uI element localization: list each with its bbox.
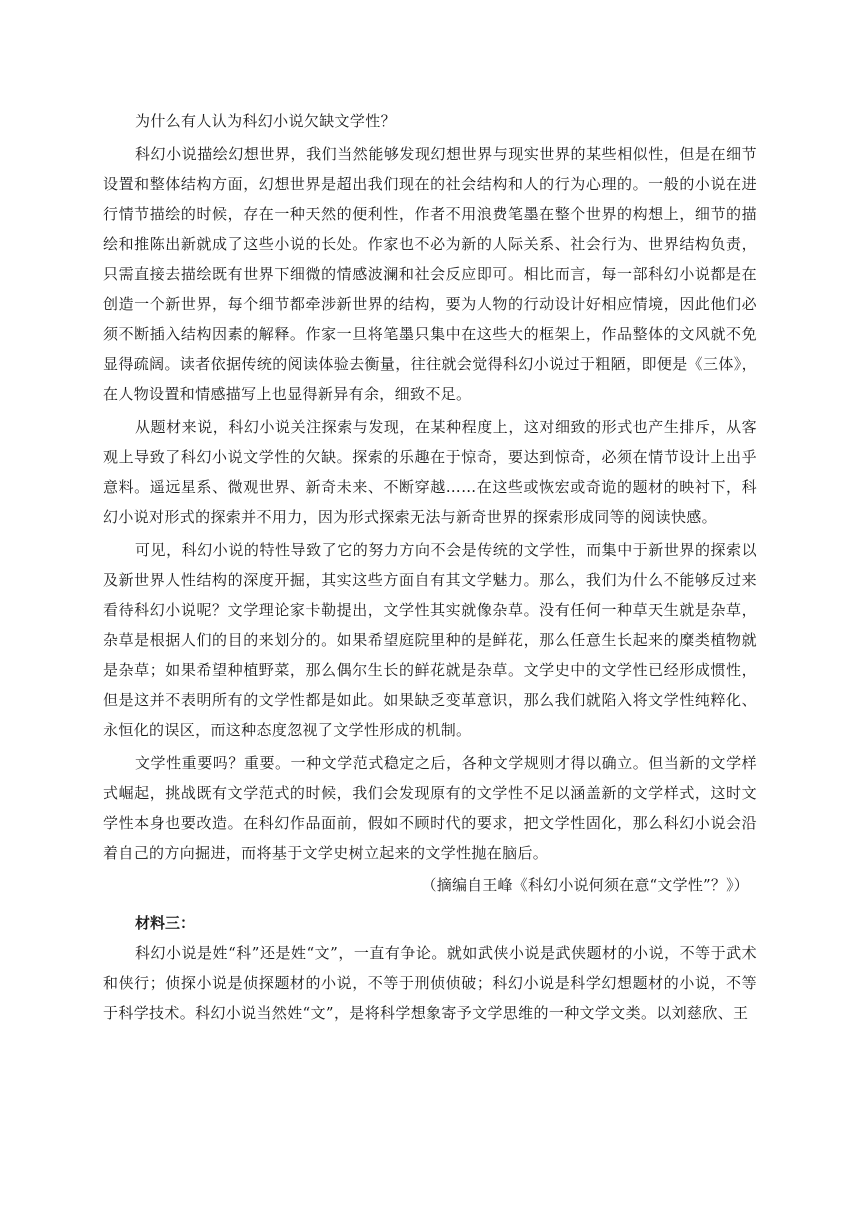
body-paragraph-3: 可见，科幻小说的特性导致了它的努力方向不会是传统的文学性，而集中于新世界的探索以及新世界人性结构的深度开掘，其实这些方面自有其文学魅力。那么，我们为什么不能够反过来看待科幻小说呢？文学理论家卡勒提出，文学性其实就像杂草。没有任何一种草天生就是杂草，杂草是根据人们的目的来划分的。如果希望庭院里种的是鲜花，那么任意生长起来的糜类植物就是杂草；如果希望种植野菜，那么偶尔生长的鲜花就是杂草。文学史中的文学性已经形成惯性，但是这并不表明所有的文学性都是如此。如果缺乏变革意识，那么我们就陷入将文学性纯粹化、永恒化的误区，而这种态度忽视了文学性形成的机制。 (103, 541, 757, 739)
body-paragraph-4: 文学性重要吗？重要。一种文学范式稳定之后，各种文学规则才得以确立。但当新的文学样式崛起，挑战既有文学范式的时候，我们会发现原有的文学性不足以涵盖新的文学样式，这时文学性本身也要改造。在科幻作品面前，假如不顾时代的要求，把文学性固化，那么科幻小说会沿着自己的方向掘进，而将基于文学史树立起来的文学性抛在脑后。 (103, 754, 757, 862)
body-paragraph-1: 科幻小说描绘幻想世界，我们当然能够发现幻想世界与现实世界的某些相似性，但是在细节设置和整体结构方面，幻想世界是超出我们现在的社会结构和人的行为心理的。一般的小说在进行情节描绘的时候，存在一种天然的便利性，作者不用浪费笔墨在整个世界的构想上，细节的描绘和推陈出新就成了这些小说的长处。作家也不必为新的人际关系、社会行为、世界结构负责，只需直接去描绘既有世界下细微的情感波澜和社会反应即可。相比而言，每一部科幻小说都是在创造一个新世界，每个细节都牵涉新世界的结构，要为人物的行动设计好相应情境，因此他们必须不断插入结构因素的解释。作家一旦将笔墨只集中在这些大的框架上，作品整体的文风就不免显得疏阔。读者依据传统的阅读体验去衡量，往往就会觉得科幻小说过于粗陋，即便是《三体》，在人物设置和情感描写上也显得新异有余，细致不足。 (103, 145, 757, 403)
source-citation: （摘编自王峰《科幻小说何须在意“文学性”？》） (421, 876, 749, 894)
question-heading: 为什么有人认为科幻小说欠缺文学性？ (135, 112, 396, 130)
section-title-material-3: 材料三： (135, 914, 196, 932)
body-paragraph-2: 从题材来说，科幻小说关注探索与发现，在某种程度上，这对细致的形式也产生排斥，从客观上导致了科幻小说文学性的欠缺。探索的乐趣在于惊奇，要达到惊奇，必须在情节设计上出乎意料。遥远星系、微观世界、新奇未来、不断穿越……在这些或恢宏或奇诡的题材的映衬下，科幻小说对形式的探索并不用力，因为形式探索无法与新奇世界的探索形成同等的阅读快感。 (103, 418, 757, 526)
article-body (103, 106, 757, 1028)
material-3-paragraph: 科幻小说是姓“科”还是姓“文”，一直有争论。就如武侠小说是武侠题材的小说，不等于武术和侠行；侦探小说是侦探题材的小说，不等于刑侦侦破；科幻小说是科学幻想题材的小说，不等于科学技术。科幻小说当然姓“文”，是将科学想象寄予文学思维的一种文学文类。以刘慈欣、王 (103, 944, 757, 1022)
